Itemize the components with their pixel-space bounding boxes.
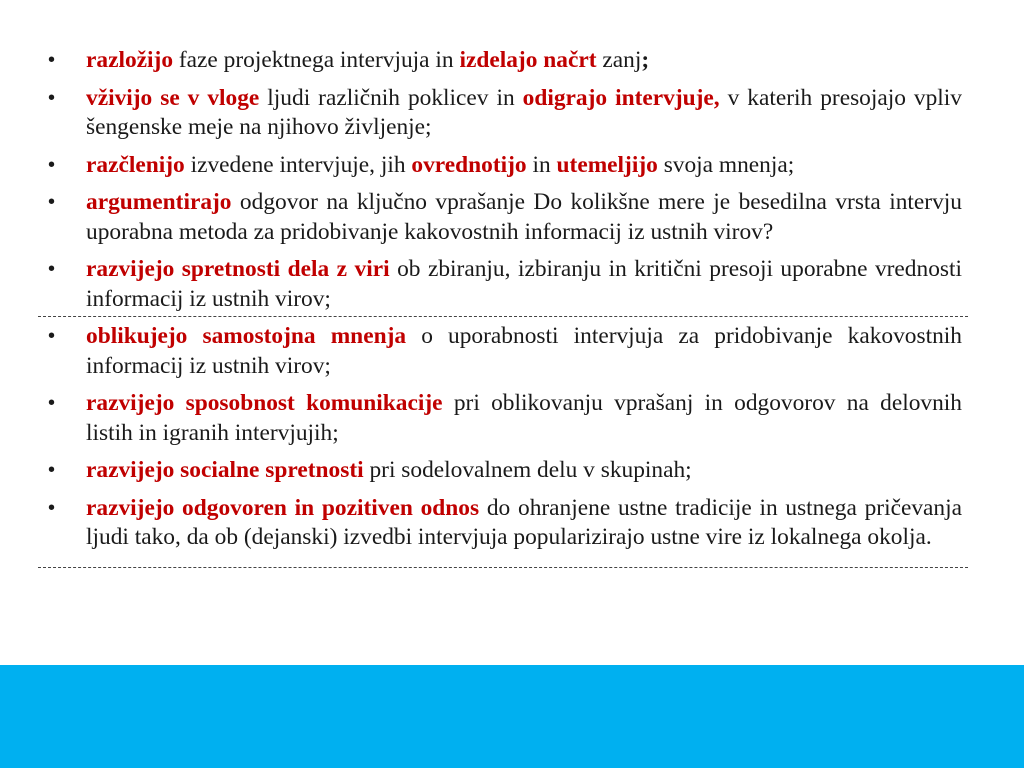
highlighted-phrase: razvijejo socialne spretnosti [86,457,364,483]
objectives-list [48,46,962,561]
body-text: ljudi različnih poklicev in [259,84,523,111]
highlighted-phrase: razložijo [86,47,174,73]
bullet-icon: • [48,325,56,347]
bullet-icon: • [48,191,56,213]
list-item [48,456,962,486]
highlighted-phrase: razvijejo odgovoren in pozitiven odnos [86,494,480,521]
bullet-icon: • [48,153,56,176]
list-item [48,151,962,181]
list-item [48,322,962,381]
highlighted-phrase: razvijejo sposobnost komunikacije [86,390,443,416]
highlighted-phrase: razvijejo spretnosti dela z viri [86,256,390,282]
body-text: odgovor na ključno vprašanje Do kolikšne mere je besedilna vrsta intervju uporabna metoda za pridobivanje kakovostnih informacij iz ustnih virov? [86,189,962,245]
bullet-icon: • [48,496,56,519]
highlighted-phrase: utemeljijo [556,151,658,178]
list-item [48,188,962,247]
highlighted-phrase: vživijo se v vloge [86,84,260,111]
list-item [48,46,962,76]
highlighted-phrase: argumentirajo [86,189,232,215]
body-text: svoja mnenja; [657,151,795,178]
footer-band [0,665,1024,768]
body-text: pri sodelovalnem delu v skupinah; [363,457,692,483]
body-text: v katerih presojajo vpliv šengenske meje na njihovo življenje; [86,84,963,140]
body-text: faze projektnega intervjuja in [173,47,460,73]
body-text: ; [641,47,650,73]
body-text: zanj [596,47,642,73]
bullet-icon: • [48,392,56,414]
body-text: pri oblikovanju vprašanj in odgovorov na delovnih listih in igranih intervjujih; [86,390,962,446]
highlighted-phrase: ovrednotijo [411,151,527,178]
body-text: izvedene intervjuje, jih [184,151,412,178]
list-item [48,255,962,314]
body-text: o uporabnosti intervjuja za pridobivanje kakovostnih informacij iz ustnih virov; [86,323,962,379]
body-text: in [526,151,557,178]
highlighted-phrase: razčlenijo [86,151,185,178]
list-item [48,389,962,448]
list-item [48,494,962,553]
body-text: do ohranjene ustne tradicije in ustnega pričevanja ljudi tako, da ob (dejanski) izvedbi intervjuja popularizirajo ustne vire iz lokalnega okolja. [86,494,962,550]
bullet-icon: • [48,49,56,71]
highlighted-phrase: odigrajo intervjuje, [522,84,720,111]
bullet-icon: • [48,459,56,481]
bullet-icon: • [48,86,56,109]
bullet-icon: • [48,258,56,280]
body-text: ob zbiranju, izbiranju in kritični presoji uporabne vrednosti informacij iz ustnih virov; [86,256,962,312]
dashed-divider-top [38,316,968,317]
list-item [48,84,962,143]
dashed-divider-bottom [38,567,968,568]
highlighted-phrase: oblikujejo samostojna mnenja [86,323,407,349]
highlighted-phrase: izdelajo načrt [459,47,597,73]
